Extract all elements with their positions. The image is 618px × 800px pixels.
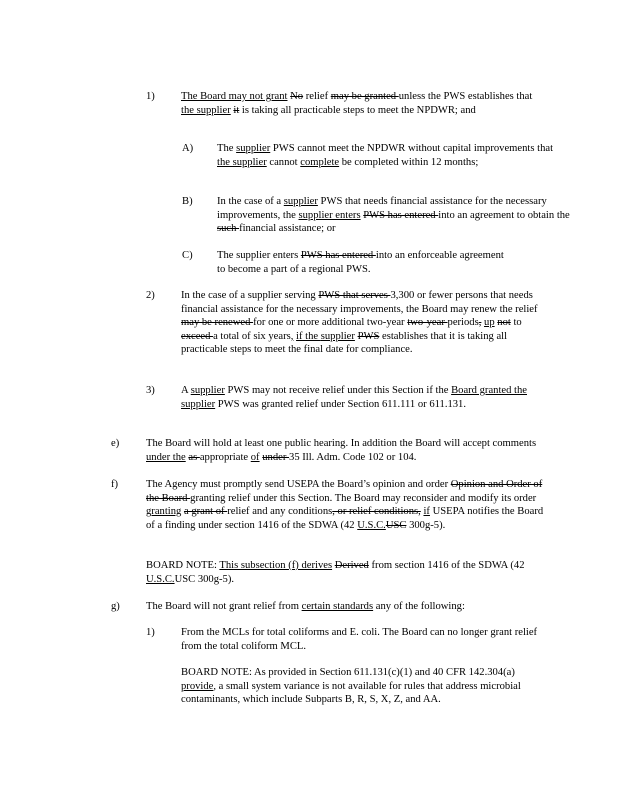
inserted-text: supplier enters bbox=[298, 209, 361, 221]
inserted-text: under the bbox=[146, 451, 186, 463]
item-label-d1C: C) bbox=[182, 250, 193, 261]
paragraph-g bbox=[146, 600, 566, 614]
deleted-text: may be renewed bbox=[181, 317, 254, 329]
deleted-text: not bbox=[497, 317, 511, 329]
inserted-text: granting bbox=[146, 506, 182, 518]
inserted-text: the supplier bbox=[181, 104, 231, 116]
inserted-text: U.S.C. bbox=[357, 519, 386, 531]
item-label-d1B: B) bbox=[182, 196, 193, 207]
text-run: PWS that needs financial assistance for the necessary improvements, the bbox=[217, 196, 547, 221]
text-run: from section 1416 of the SDWA (42 bbox=[368, 560, 525, 571]
item-label-d1A: A) bbox=[182, 143, 194, 154]
inserted-text: provide bbox=[181, 680, 214, 692]
inserted-text: up bbox=[484, 317, 495, 329]
inserted-text: supplier bbox=[236, 143, 271, 154]
text-run: a total of six years bbox=[213, 330, 291, 342]
board-note-f bbox=[146, 559, 536, 586]
text-run: establishes that it is taking all practicable steps to meet the final date for compliance. bbox=[181, 330, 508, 356]
deleted-text: PWS bbox=[357, 330, 380, 342]
deleted-text: PWS that serves bbox=[318, 290, 391, 301]
paragraph-d2 bbox=[181, 289, 551, 357]
text-run: The bbox=[217, 143, 237, 154]
text-run: into an agreement to obtain the bbox=[438, 209, 570, 221]
text-run: BOARD NOTE: As provided in Section 611.131(c)(1) and 40 CFR 142.304(a) bbox=[181, 667, 515, 678]
paragraph-g1 bbox=[181, 626, 551, 653]
inserted-text: if the bbox=[296, 330, 321, 342]
deleted-text: may be granted bbox=[330, 91, 399, 102]
text-run: to bbox=[510, 317, 522, 329]
text-run: From the MCLs for total coliforms and E. coli. The Board can no longer grant relief from the total coliform MCL. bbox=[181, 627, 538, 652]
text-run: In the case of a bbox=[217, 196, 284, 207]
inserted-text: U.S.C. bbox=[146, 573, 175, 585]
deleted-text: a grant of bbox=[183, 506, 228, 518]
board-note-g1 bbox=[181, 666, 551, 707]
deleted-text: under bbox=[262, 451, 290, 463]
text-run: , a small system variance is not available for rules that address microbial contaminants, which include Subparts B, R, S, X, Z, and AA. bbox=[181, 680, 521, 706]
deleted-text: two-year bbox=[407, 317, 448, 329]
paragraph-d3 bbox=[181, 384, 533, 411]
item-label-d1: 1) bbox=[146, 91, 155, 102]
deleted-text: such bbox=[217, 223, 240, 235]
inserted-text: of bbox=[250, 451, 260, 463]
inserted-text: if bbox=[423, 506, 430, 518]
inserted-text: supplier bbox=[283, 196, 318, 207]
deleted-text: , bbox=[478, 317, 482, 329]
item-label-e: e) bbox=[111, 438, 120, 449]
text-run: 35 Ill. Adm. Code 102 or 104. bbox=[289, 451, 417, 463]
inserted-text: complete bbox=[300, 156, 340, 168]
deleted-text: No bbox=[290, 91, 304, 102]
item-label-f: f) bbox=[111, 479, 119, 490]
text-run: 300g-5). bbox=[406, 519, 446, 531]
text-run: granting relief under this Section. The Board may reconsider and modify its order bbox=[190, 492, 537, 504]
deleted-text: Opinion and Order of the Board bbox=[146, 479, 543, 504]
text-run: A bbox=[181, 385, 191, 396]
paragraph-d1B bbox=[217, 195, 572, 236]
deleted-text: as bbox=[188, 451, 200, 463]
text-run: The Agency must promptly send USEPA the Board’s opinion and order bbox=[146, 479, 451, 490]
deleted-text: exceed bbox=[181, 330, 214, 342]
text-run: financial assistance; or bbox=[239, 223, 336, 235]
text-run: into an enforceable agreement to become a part of a regional PWS. bbox=[217, 250, 504, 275]
item-label-g1: 1) bbox=[146, 627, 155, 638]
inserted-text: The Board may not grant bbox=[181, 91, 288, 102]
text-run: relief bbox=[303, 91, 331, 102]
deleted-text: USC bbox=[385, 519, 407, 531]
deleted-text: PWS has entered bbox=[300, 250, 376, 261]
text-run: be completed within 12 months; bbox=[339, 156, 479, 168]
inserted-text: the supplier bbox=[217, 156, 267, 168]
inserted-text: Board granted the supplier bbox=[181, 385, 527, 410]
text-run: PWS may not receive relief under this Section if the bbox=[224, 385, 452, 396]
text-run: is taking all practicable steps to meet the NPDWR; and bbox=[239, 104, 476, 116]
deleted-text: Derived bbox=[334, 560, 369, 571]
paragraph-d1C bbox=[217, 249, 507, 276]
text-run: appropriate bbox=[199, 451, 251, 463]
text-run: USEPA notifies the Board of a finding under section 1416 of the SDWA (42 bbox=[146, 506, 544, 531]
text-run: PWS cannot meet the NPDWR without capital improvements that bbox=[270, 143, 554, 154]
text-run: The Board will hold at least one public hearing. In addition the Board will accept comments bbox=[146, 438, 537, 449]
text-run: periods bbox=[447, 317, 479, 329]
text-run: unless the PWS establishes that bbox=[398, 91, 533, 102]
inserted-text: supplier bbox=[320, 330, 355, 342]
inserted-text: This subsection (f) derives bbox=[219, 560, 333, 571]
inserted-text: , bbox=[290, 330, 294, 342]
text-run: BOARD NOTE: bbox=[146, 560, 220, 571]
text-run: cannot bbox=[266, 156, 301, 168]
text-run: The Board will not grant relief from bbox=[146, 601, 302, 612]
inserted-text: supplier bbox=[190, 385, 225, 396]
item-label-d3: 3) bbox=[146, 385, 155, 396]
text-run: for one or more additional two-year bbox=[253, 317, 408, 329]
text-run: relief and any conditions bbox=[227, 506, 333, 518]
item-label-d2: 2) bbox=[146, 290, 155, 301]
deleted-text: , or relief conditions, bbox=[332, 506, 421, 518]
inserted-text: certain standards bbox=[301, 601, 374, 612]
text-run: any of the following: bbox=[373, 601, 465, 612]
paragraph-f bbox=[146, 478, 544, 532]
paragraph-d1A bbox=[217, 142, 562, 169]
text-run: USC 300g-5). bbox=[174, 573, 235, 585]
deleted-text: it bbox=[233, 104, 240, 116]
text-run: PWS was granted relief under Section 611.111 or 611.131. bbox=[215, 398, 467, 410]
deleted-text: PWS has entered bbox=[363, 209, 439, 221]
paragraph-e bbox=[146, 437, 546, 464]
item-label-g: g) bbox=[111, 601, 120, 612]
text-run: 3,300 or fewer persons that needs financial assistance for the necessary improvements, the Board may renew the relief bbox=[181, 290, 538, 315]
paragraph-d1 bbox=[181, 90, 546, 117]
text-run: In the case of a supplier serving bbox=[181, 290, 319, 301]
text-run: The supplier enters bbox=[217, 250, 301, 261]
